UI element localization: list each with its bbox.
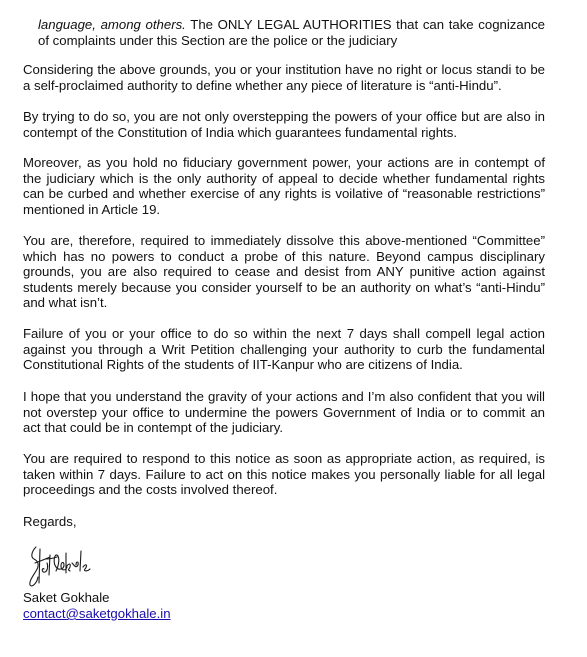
paragraph-judiciary: Moreover, as you hold no fiduciary government power, your actions are in contempt of the judiciary which is the only authority of appeal to decide whether fundamental rights can be curbed and whether exercise of any rights is voilative of “reasonable restrictions” mentioned in Article 19. [23, 155, 545, 217]
paragraph-gravity: I hope that you understand the gravity of your actions and I’m also confident that you will not overstep your office to undermine the powers Government of India or to commit an act that could be in contempt of the judiciary. [23, 389, 545, 435]
signer-name: Saket Gokhale [23, 590, 110, 605]
handwritten-signature [26, 543, 96, 593]
paragraph-writ-petition: Failure of you or your office to do so within the next 7 days shall compell legal action against you through a Writ Petition challenging your authority to curb the fundamental Constitutional Rights of the students of IIT-Kanpur who are citizens of India. [23, 326, 545, 372]
email-link[interactable]: contact@saketgokhale.in [23, 606, 171, 621]
intro-paragraph [38, 17, 545, 48]
paragraph-respond-notice: You are required to respond to this notice as soon as appropriate action, as required, is taken within 7 days. Failure to act on this notice makes you personally liable for all legal proceedings and the costs involved thereof. [23, 451, 545, 497]
intro-rest-text: The ONLY LEGAL AUTHORITIES that can take cognizance of complaints under this Section are the police or the judiciary [38, 17, 545, 48]
paragraph-dissolve-committee: You are, therefore, required to immediately dissolve this above-mentioned “Committee” which has no powers to conduct a probe of this nature. Beyond campus disciplinary grounds, you are also required to cease and desist from ANY punitive action against students merely because you consider yourself to be an authority on what’s “anti-Hindu” and what isn’t. [23, 233, 545, 310]
paragraph-locus-standi: Considering the above grounds, you or your institution have no right or locus standi to be a self-proclaimed authority to define whether any piece of literature is “anti-Hindu”. [23, 62, 545, 93]
paragraph-overstepping: By trying to do so, you are not only overstepping the powers of your office but are also in contempt of the Constitution of India which guarantees fundamental rights. [23, 109, 545, 140]
intro-italic-text: language, among others. [38, 17, 186, 32]
closing-regards: Regards, [23, 514, 77, 529]
